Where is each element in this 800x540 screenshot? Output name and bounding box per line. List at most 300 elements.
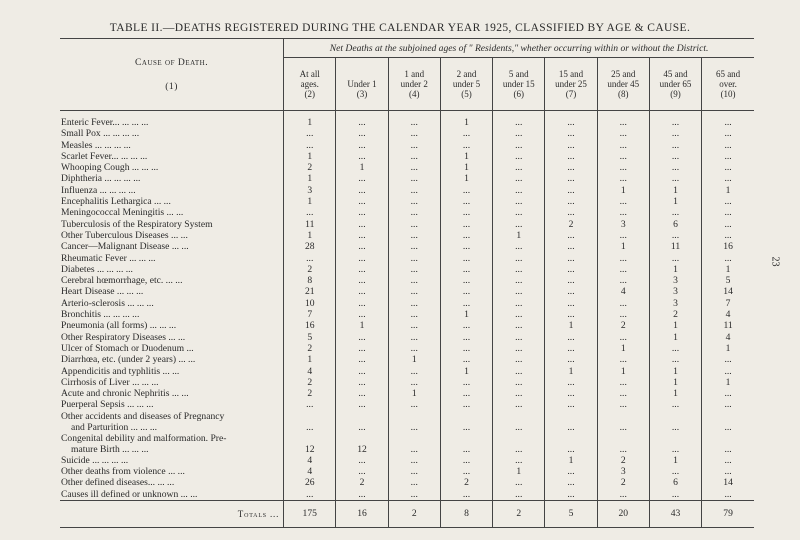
cause-label: Cirrhosis of Liver ... ... ... [61,376,159,388]
value-cell: ... [336,399,388,410]
deaths-table [60,38,754,528]
age-column-header-line: (6) [513,89,524,99]
cause-label: Other Respiratory Diseases ... ... [61,331,186,343]
value-cell: ... [284,253,336,264]
value-cell: ... [388,111,440,129]
value-cell: ... [440,275,492,286]
value-cell: 2 [545,219,597,230]
cause-cell [60,264,284,275]
value-cell: ... [493,275,545,286]
value-cell: ... [388,185,440,196]
cause-label: Tuberculosis of the Respiratory System [61,218,213,230]
value-cell: ... [493,128,545,139]
cause-label: Rheumatic Fever ... ... ... [61,252,156,264]
table-row [60,230,754,241]
cause-label: Pneumonia (all forms) ... ... ... [61,320,177,332]
value-cell: ... [597,354,649,365]
value-cell: 1 [702,264,754,275]
value-cell: ... [702,207,754,218]
value-cell: ... [649,128,701,139]
value-cell: ... [388,230,440,241]
cause-label: Meningococcal Meningitis ... ... [61,207,184,219]
value-cell: 1 [388,388,440,399]
value-cell: 1 [284,151,336,162]
value-cell: ... [440,286,492,297]
age-column-header-line: At all [299,69,320,79]
age-column-header-line: (10) [720,89,736,99]
cause-cell [60,466,284,477]
value-cell: ... [597,489,649,501]
value-cell: ... [493,320,545,331]
cause-label: Encephalitis Lethargica ... ... [61,196,171,208]
value-cell: ... [388,377,440,388]
value-cell: ... [702,489,754,501]
value-cell: 2 [649,309,701,320]
value-cell: ... [388,320,440,331]
cause-label: Other Tuberculous Diseases ... ... [61,229,188,241]
cause-cell [60,162,284,173]
value-cell: ... [597,230,649,241]
value-cell: ... [493,309,545,320]
value-cell: ... [649,343,701,354]
value-cell: 3 [597,466,649,477]
value-cell: 4 [597,286,649,297]
value-cell: ... [702,140,754,151]
value-cell: 1 [597,185,649,196]
table-row [60,366,754,377]
value-cell: ... [440,377,492,388]
value-cell: 3 [649,286,701,297]
value-cell: ... [649,173,701,184]
value-cell: ... [545,151,597,162]
value-cell: ... [545,196,597,207]
value-cell: ... [440,343,492,354]
table-row [60,196,754,207]
value-cell: ... [597,399,649,410]
value-cell: ... [493,298,545,309]
cause-cell [60,275,284,286]
value-cell: ... [440,128,492,139]
cause-cell [60,185,284,196]
value-cell: ... [493,151,545,162]
value-cell: ... [493,489,545,501]
value-cell: ... [388,433,440,455]
table-row [60,388,754,399]
value-cell: ... [597,332,649,343]
value-cell: ... [336,128,388,139]
table-row [60,253,754,264]
value-cell: 2 [284,162,336,173]
age-column-header [597,58,649,111]
value-cell: ... [493,332,545,343]
value-cell: ... [545,354,597,365]
cause-cell [60,343,284,354]
value-cell: ... [493,388,545,399]
value-cell: ... [336,275,388,286]
age-column-header-line: under 15 [502,79,535,89]
value-cell: ... [336,343,388,354]
value-cell: ... [388,366,440,377]
value-cell: 1 [440,309,492,320]
value-cell: 21 [284,286,336,297]
table-row [60,477,754,488]
value-cell: 1 [649,455,701,466]
value-cell: ... [702,173,754,184]
cause-label: Congenital debility and malformation. Pre- [61,432,227,444]
value-cell: ... [493,207,545,218]
value-cell: ... [388,173,440,184]
value-cell: ... [388,241,440,252]
value-cell: ... [702,128,754,139]
value-cell: ... [440,354,492,365]
value-cell: 1 [284,173,336,184]
value-cell: ... [388,207,440,218]
value-cell: ... [440,332,492,343]
value-cell: 4 [702,309,754,320]
value-cell: ... [597,128,649,139]
value-cell: ... [493,253,545,264]
total-value-cell: 5 [545,500,597,527]
value-cell: ... [545,185,597,196]
value-cell: ... [649,151,701,162]
age-column-header-line: under 45 [607,79,640,89]
value-cell: ... [388,151,440,162]
value-cell: ... [440,140,492,151]
value-cell: ... [336,489,388,501]
total-value-cell: 2 [493,500,545,527]
value-cell: ... [336,466,388,477]
totals-row [60,500,754,527]
cause-label: Diphtheria ... ... ... ... [61,173,141,185]
cause-cell [60,489,284,501]
value-cell: 2 [336,477,388,488]
cause-cell [60,140,284,151]
age-column-header [284,58,336,111]
total-value-cell: 20 [597,500,649,527]
value-cell: ... [702,196,754,207]
table-row [60,111,754,129]
cause-label: Arterio-sclerosis ... ... ... [61,297,154,309]
value-cell: 3 [649,298,701,309]
value-cell: ... [597,377,649,388]
value-cell: ... [440,399,492,410]
value-cell: ... [649,489,701,501]
age-column-header-line: 5 and [508,69,529,79]
age-column-header [545,58,597,111]
cause-label: Enteric Fever... ... ... ... [61,117,149,128]
value-cell: ... [597,196,649,207]
value-cell: ... [493,241,545,252]
value-cell: 12 [284,433,336,455]
value-cell: ... [388,128,440,139]
table-row [60,173,754,184]
cause-label: Diabetes ... ... ... ... [61,263,133,275]
value-cell: ... [284,207,336,218]
age-column-header-line: 45 and [663,69,688,79]
value-cell: 2 [597,320,649,331]
value-cell: ... [597,253,649,264]
table-row [60,185,754,196]
total-value-cell: 8 [440,500,492,527]
value-cell: ... [649,162,701,173]
value-cell: ... [336,253,388,264]
value-cell: 1 [597,241,649,252]
value-cell: ... [493,196,545,207]
value-cell: ... [336,241,388,252]
table-row [60,264,754,275]
value-cell: 16 [702,241,754,252]
value-cell: 14 [702,286,754,297]
value-cell: ... [284,140,336,151]
value-cell: ... [440,264,492,275]
cause-cell [60,111,284,129]
value-cell: ... [440,388,492,399]
cause-label: Puerperal Sepsis ... ... ... [61,399,154,411]
value-cell: 6 [649,477,701,488]
value-cell: ... [493,455,545,466]
cause-cell [60,332,284,343]
value-cell: ... [336,366,388,377]
cause-label: Bronchitis ... ... ... ... [61,309,140,321]
value-cell: ... [545,207,597,218]
value-cell: ... [440,230,492,241]
value-cell: ... [336,455,388,466]
table-row [60,140,754,151]
value-cell: ... [388,477,440,488]
value-cell: 1 [284,196,336,207]
cause-cell [60,477,284,488]
value-cell: 3 [597,219,649,230]
age-column-header-line: under 5 [452,79,481,89]
value-cell: ... [388,489,440,501]
value-cell: ... [649,111,701,129]
value-cell: ... [388,286,440,297]
table-row [60,162,754,173]
table-title: TABLE II.—DEATHS REGISTERED DURING THE CALENDAR YEAR 1925, CLASSIFIED BY AGE & CAUSE. [109,22,691,34]
cause-cell [60,151,284,162]
value-cell: ... [388,411,440,433]
value-cell: ... [702,399,754,410]
age-column-header-line: 15 and [558,69,584,79]
value-cell: ... [545,128,597,139]
table-row [60,286,754,297]
value-cell: ... [545,388,597,399]
cause-label: Cancer—Malignant Disease ... ... [61,241,189,253]
value-cell: ... [336,298,388,309]
value-cell: ... [545,264,597,275]
value-cell: ... [545,433,597,455]
table-row [60,455,754,466]
value-cell: 1 [649,377,701,388]
value-cell: 1 [649,332,701,343]
age-column-header [440,58,492,111]
value-cell: 2 [284,343,336,354]
total-value-cell: 43 [649,500,701,527]
cause-label: Other defined diseases... ... ... [61,477,175,489]
value-cell: ... [545,162,597,173]
value-cell: 7 [284,309,336,320]
value-cell: ... [649,140,701,151]
value-cell: ... [440,196,492,207]
value-cell: ... [493,185,545,196]
value-cell: 1 [597,366,649,377]
cause-cell [60,286,284,297]
value-cell: ... [440,185,492,196]
value-cell: ... [493,140,545,151]
cause-cell [60,207,284,218]
table-row [60,275,754,286]
cause-label-continued: mature Birth ... ... ... [71,443,149,455]
value-cell: ... [702,466,754,477]
cause-label: Causes ill defined or unknown ... ... [61,488,198,500]
value-cell: 4 [284,366,336,377]
cause-cell [60,399,284,410]
cause-cell [60,173,284,184]
value-cell: ... [284,399,336,410]
value-cell: ... [493,377,545,388]
cause-label-continued: and Parturition ... ... ... [71,421,158,433]
age-column-header-line: ages. [300,79,319,89]
age-column-header-line: Under 1 [347,79,377,89]
age-column-header-line: 65 and [715,69,741,79]
value-cell: ... [440,253,492,264]
cause-label: Acute and chronic Nephritis ... ... [61,388,189,400]
cause-label: Diarrhœa, etc. (under 2 years) ... ... [61,354,196,366]
table-row [60,241,754,252]
value-cell: 1 [702,185,754,196]
table-row [60,207,754,218]
value-cell: ... [336,286,388,297]
value-cell: ... [336,185,388,196]
table-row [60,219,754,230]
value-cell: 2 [597,455,649,466]
cause-cell [60,309,284,320]
table-row [60,466,754,477]
table-row [60,151,754,162]
net-deaths-header: Net Deaths at the subjoined ages of " Residents," whether occurring within or without the District. [284,39,754,58]
value-cell: ... [336,309,388,320]
cause-label: Small Pox ... ... ... ... [61,128,140,140]
cause-label: Appendicitis and typhlitis ... ... [61,365,180,377]
value-cell: 1 [545,320,597,331]
value-cell: 11 [649,241,701,252]
value-cell: 2 [284,377,336,388]
table-row [60,489,754,501]
age-column-header-line [336,69,387,79]
value-cell: ... [597,140,649,151]
age-column-header-line: (9) [670,89,681,99]
cause-label: Scarlet Fever... ... ... ... [61,150,148,162]
value-cell: ... [388,196,440,207]
age-column-header-line: over. [719,79,737,89]
table-row [60,320,754,331]
value-cell: ... [336,332,388,343]
value-cell: ... [388,162,440,173]
value-cell: ... [493,366,545,377]
value-cell: 1 [440,366,492,377]
value-cell: ... [336,173,388,184]
value-cell: ... [388,399,440,410]
value-cell: 2 [597,477,649,488]
cause-label: Whooping Cough ... ... ... [61,162,159,174]
table-row [60,128,754,139]
cause-cell [60,196,284,207]
value-cell: 11 [284,219,336,230]
value-cell: ... [440,466,492,477]
table-row [60,332,754,343]
value-cell: ... [702,230,754,241]
value-cell: ... [493,399,545,410]
value-cell: ... [545,275,597,286]
totals-label: Totals ... [60,500,284,527]
value-cell: ... [388,219,440,230]
age-column-header [388,58,440,111]
value-cell: 1 [649,185,701,196]
value-cell: 1 [336,320,388,331]
value-cell: ... [545,140,597,151]
value-cell: 1 [493,230,545,241]
cause-header-number: (1) [165,80,178,92]
value-cell: ... [388,343,440,354]
value-cell: ... [440,433,492,455]
value-cell: ... [388,332,440,343]
value-cell: 1 [597,343,649,354]
value-cell: ... [388,298,440,309]
value-cell: 3 [649,275,701,286]
value-cell: ... [702,111,754,129]
value-cell: ... [545,309,597,320]
value-cell: ... [388,309,440,320]
value-cell: 1 [440,173,492,184]
value-cell: ... [493,264,545,275]
value-cell: 5 [702,275,754,286]
value-cell: ... [702,455,754,466]
value-cell: ... [493,173,545,184]
value-cell: 1 [649,366,701,377]
age-column-header [702,58,754,111]
value-cell: 1 [649,320,701,331]
value-cell: ... [493,219,545,230]
value-cell: 1 [649,264,701,275]
value-cell: ... [702,162,754,173]
table-row [60,433,754,455]
value-cell: 7 [702,298,754,309]
value-cell: ... [702,366,754,377]
value-cell: ... [702,388,754,399]
table-row [60,377,754,388]
value-cell: ... [440,298,492,309]
total-value-cell: 16 [336,500,388,527]
value-cell: ... [336,111,388,129]
table-row [60,343,754,354]
value-cell: 4 [284,466,336,477]
cause-cell [60,253,284,264]
total-value-cell: 175 [284,500,336,527]
value-cell: ... [493,354,545,365]
cause-label: Ulcer of Stomach or Duodenum ... [61,342,194,354]
value-cell: ... [440,207,492,218]
value-cell: 1 [440,111,492,129]
value-cell: ... [284,128,336,139]
value-cell: 1 [440,151,492,162]
value-cell: 1 [388,354,440,365]
age-column-header [336,58,388,111]
cause-cell [60,366,284,377]
cause-cell [60,455,284,466]
cause-label: Suicide ... ... ... ... [61,454,129,466]
value-cell: ... [597,388,649,399]
value-cell: ... [597,433,649,455]
